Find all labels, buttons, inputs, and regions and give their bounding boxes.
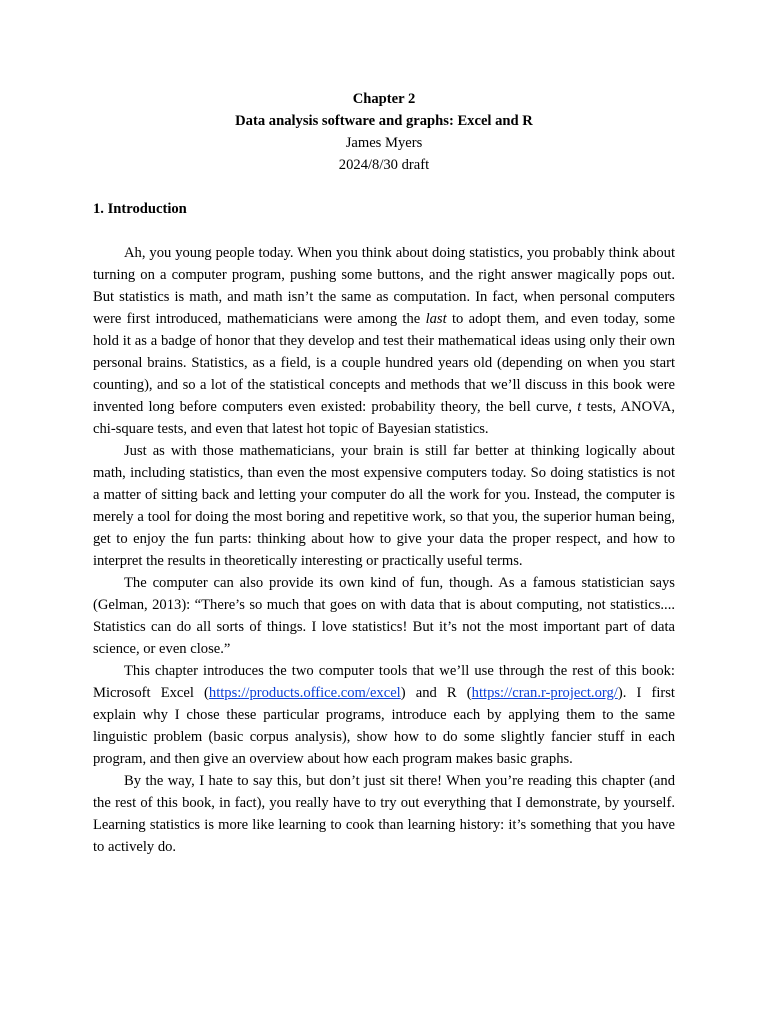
paragraph-1-emphasis-t: t xyxy=(577,399,582,415)
paragraph-3: The computer can also provide its own kind of fun, though. As a famous statistician says (Gelman, 2013): “There’s so much that goes on with data that is about computing, not statistics.... Statistics can do all sorts of things. I love statistics! But it’s not the most important part of data science, or even close.” xyxy=(93,575,675,657)
chapter-title: Data analysis software and graphs: Excel and R xyxy=(235,113,533,129)
paragraph-2: Just as with those mathematicians, your brain is still far better at thinking logically about math, including statistics, than even the most expensive computers today. So doing statistics is not a matter of sitting back and letting your computer do all the work for you. Instead, the computer is merely a tool for doing the most boring and repetitive work, so that you, the superior human being, get to enjoy the fun parts: thinking about how to give your data the proper respect, and how to interpret the results in theoretically interesting or practically useful terms. xyxy=(93,443,675,569)
paragraph-5: By the way, I hate to say this, but don’t just sit there! When you’re reading this chapter (and the rest of this book, in fact), you really have to try out everything that I demonstrate, by yourself. Learning statistics is more like learning to cook than learning history: it’s something that you have to actively do. xyxy=(93,773,675,855)
section-heading: 1. Introduction xyxy=(93,201,187,217)
paragraph-4 xyxy=(93,660,675,770)
paragraph-1-part-b: to adopt them, and even today, some hold it as a badge of honor that they develop and test their mathematical ideas using only their own personal brains. Statistics, as a field, is a couple hundred years old (depending on when you start counting), and so a lot of the statistical concepts and methods that we’ll discuss in this book were invented long before computers even existed: probability theory, the bell curve, xyxy=(93,311,675,415)
document-page xyxy=(93,88,675,858)
draft-date: 2024/8/30 draft xyxy=(338,157,430,173)
paragraph-4-part-b: ) and R ( xyxy=(400,685,472,701)
excel-link[interactable]: https://products.office.com/excel xyxy=(208,685,401,701)
r-project-link[interactable]: https://cran.r-project.org/ xyxy=(471,685,618,701)
paragraph-1-part-c: tests, ANOVA, chi-square tests, and even that latest hot topic of Bayesian statistics. xyxy=(93,399,675,437)
paragraph-1-part-a: Ah, you young people today. When you think about doing statistics, you probably think about turning on a computer program, pushing some buttons, and the right answer magically pops out. But statistics is math, and math isn’t the same as computation. In fact, when personal computers were first introduced, mathematicians were among the xyxy=(93,245,675,327)
paragraph-4-part-c: ). I first explain why I chose these particular programs, introduce each by applying them to the same linguistic problem (basic corpus analysis), show how to do some slightly fancier stuff in each program, and then give an overview about how each program makes basic graphs. xyxy=(93,685,675,767)
author-name: James Myers xyxy=(345,135,423,151)
paragraph-4-part-a: This chapter introduces the two computer tools that we’ll use through the rest of this book: Microsoft Excel ( xyxy=(93,663,675,701)
paragraph-1 xyxy=(93,242,675,440)
paragraph-1-emphasis-last: last xyxy=(425,311,447,327)
chapter-label: Chapter 2 xyxy=(352,91,416,107)
